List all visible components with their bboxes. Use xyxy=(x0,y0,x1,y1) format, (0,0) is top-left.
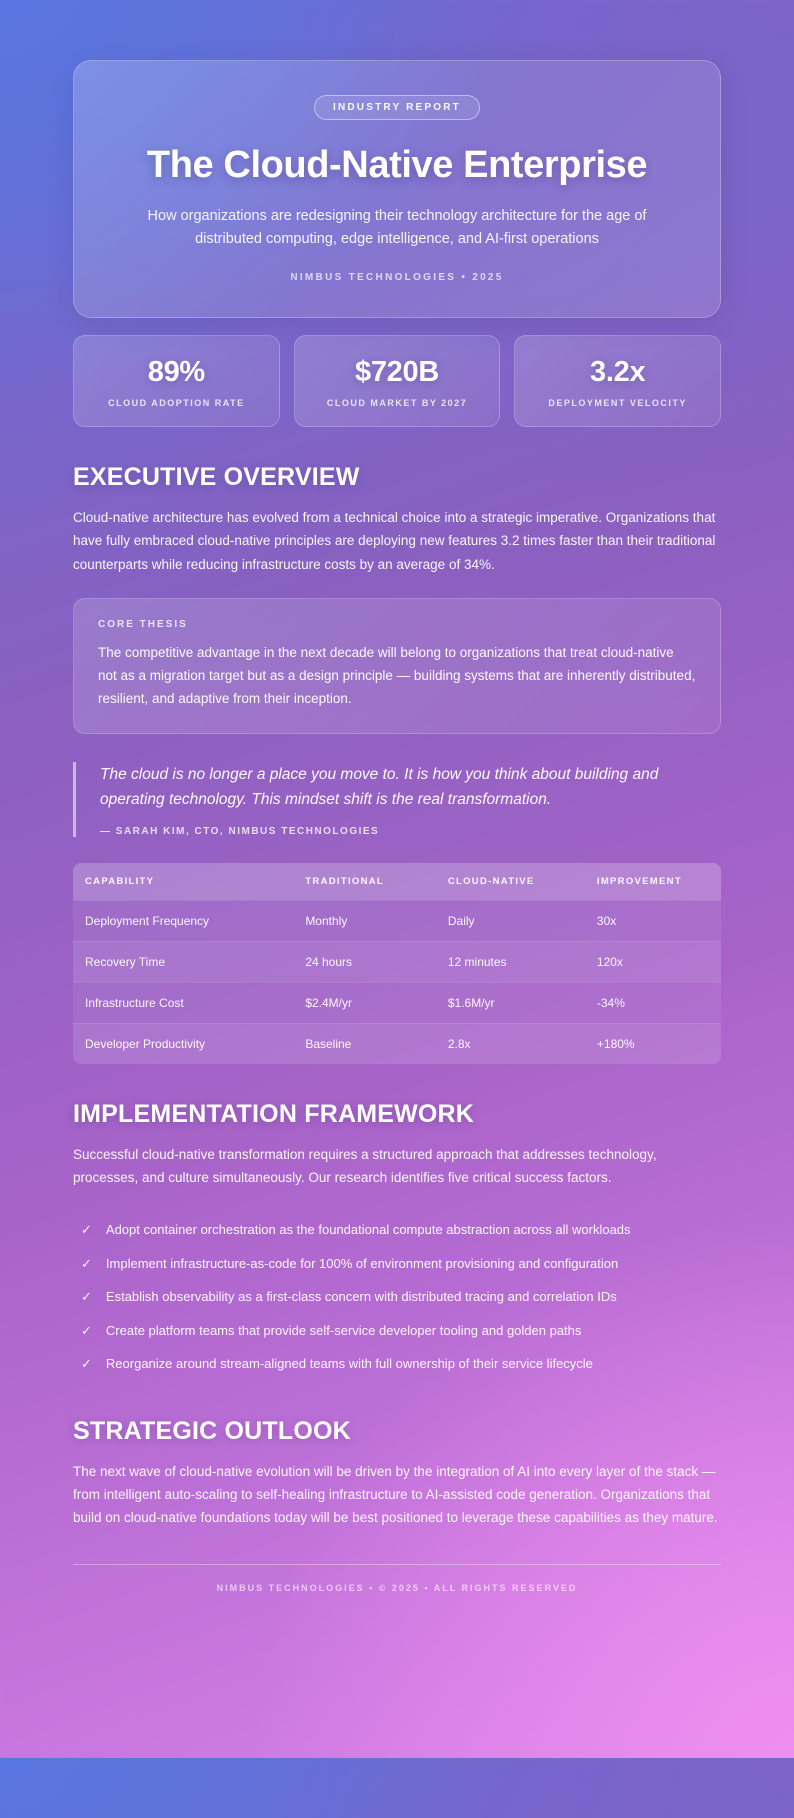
list-item xyxy=(73,1314,721,1348)
list-item-label: Implement infrastructure-as-code for 100% of environment provisioning and configuration xyxy=(105,1255,619,1271)
check-icon: ✓ xyxy=(81,1289,92,1305)
footer-text: NIMBUS TECHNOLOGIES • © 2025 • ALL RIGHTS RESERVED xyxy=(216,1582,578,1593)
table-cell: 30x xyxy=(585,900,721,941)
table-cell: $2.4M/yr xyxy=(293,982,436,1023)
stat-card xyxy=(514,335,721,427)
table-cell: Infrastructure Cost xyxy=(73,982,293,1023)
table-row xyxy=(73,941,721,982)
list-item-label: Adopt container orchestration as the foundational compute abstraction across all workloads xyxy=(105,1222,631,1238)
check-icon: ✓ xyxy=(81,1322,92,1338)
table-cell: +180% xyxy=(585,1023,721,1064)
table-header-cell: IMPROVEMENT xyxy=(585,863,721,901)
hero-subtitle: How organizations are redesigning their technology architecture for the age of distributed computing, edge intelligence, and AI-first operations xyxy=(147,208,647,247)
check-icon: ✓ xyxy=(81,1356,92,1372)
table-header-row xyxy=(73,863,721,901)
pull-quote-text: The cloud is no longer a place you move to. It is how you think about building and operating technology. This mindset shift is the real transformation. xyxy=(100,765,659,808)
check-icon: ✓ xyxy=(81,1255,92,1271)
table-row xyxy=(73,982,721,1023)
stat-card xyxy=(294,335,501,427)
table-cell: Recovery Time xyxy=(73,941,293,982)
stat-label: DEPLOYMENT VELOCITY xyxy=(548,398,687,409)
list-item xyxy=(73,1213,721,1247)
stat-cards xyxy=(73,335,721,427)
hero-organization: NIMBUS TECHNOLOGIES • 2025 xyxy=(290,272,504,284)
hero-card xyxy=(73,60,721,318)
footer-divider xyxy=(73,1564,721,1565)
table-row xyxy=(73,900,721,941)
stat-value: 3.2x xyxy=(590,356,646,389)
list-item xyxy=(73,1347,721,1381)
list-item-label: Reorganize around stream-aligned teams with full ownership of their service lifecycle xyxy=(105,1356,593,1372)
core-thesis-body: The competitive advantage in the next decade will belong to organizations that treat cloud-native not as a migration target but as a design principle — building systems that are inherently distributed, resilient, and adaptive from their inception. xyxy=(98,644,696,706)
list-item-label: Establish observability as a first-class concern with distributed tracing and correlation IDs xyxy=(105,1289,617,1305)
core-thesis-kicker: CORE THESIS xyxy=(98,618,188,630)
table-cell: $1.6M/yr xyxy=(436,982,585,1023)
section-title-executive: EXECUTIVE OVERVIEW xyxy=(73,463,360,492)
stat-value: $720B xyxy=(355,356,439,389)
stat-value: 89% xyxy=(147,356,205,389)
table-header-cell: TRADITIONAL xyxy=(293,863,436,901)
table-row xyxy=(73,1023,721,1064)
comparison-table xyxy=(73,863,721,1064)
table-cell: 24 hours xyxy=(293,941,436,982)
table-cell: -34% xyxy=(585,982,721,1023)
table-cell: 12 minutes xyxy=(436,941,585,982)
outlook-body: The next wave of cloud-native evolution will be driven by the integration of AI into every layer of the stack — from intelligent auto-scaling to self-healing infrastructure to AI-assisted code generation. Organizations that build on cloud-native foundations today will be best positioned to leverage these capabilities as they mature. xyxy=(73,1463,718,1526)
page-title: The Cloud-Native Enterprise xyxy=(146,144,648,186)
stat-label: CLOUD MARKET BY 2027 xyxy=(326,398,468,409)
table-cell: Baseline xyxy=(293,1023,436,1064)
executive-body: Cloud-native architecture has evolved from a technical choice into a strategic imperative. Organizations that have fully embraced cloud-native principles are deploying new features 3.2 times faster than their traditional counterparts while reducing infrastructure costs by an average of 34%. xyxy=(73,510,716,572)
core-thesis-card xyxy=(73,598,721,734)
table-cell: Daily xyxy=(436,900,585,941)
table-cell: Monthly xyxy=(293,900,436,941)
framework-body: Successful cloud-native transformation requires a structured approach that addresses technology, processes, and culture simultaneously. Our research identifies five critical success factors. xyxy=(73,1146,657,1186)
table-cell: Deployment Frequency xyxy=(73,900,293,941)
list-item xyxy=(73,1247,721,1281)
list-item-label: Create platform teams that provide self-service developer tooling and golden paths xyxy=(105,1322,582,1338)
section-title-framework: IMPLEMENTATION FRAMEWORK xyxy=(73,1099,475,1128)
section-title-outlook: STRATEGIC OUTLOOK xyxy=(73,1416,351,1445)
report-page xyxy=(0,60,794,1818)
table-cell: Developer Productivity xyxy=(73,1023,293,1064)
table-cell: 2.8x xyxy=(436,1023,585,1064)
pull-quote-attribution: — SARAH KIM, CTO, NIMBUS TECHNOLOGIES xyxy=(100,825,380,837)
framework-checklist xyxy=(73,1213,721,1381)
list-item xyxy=(73,1280,721,1314)
check-icon: ✓ xyxy=(81,1222,92,1238)
table-cell: 120x xyxy=(585,941,721,982)
pull-quote xyxy=(73,762,721,837)
table-header-cell: CLOUD-NATIVE xyxy=(436,863,585,901)
report-type-badge: INDUSTRY REPORT xyxy=(314,95,480,120)
stat-card xyxy=(73,335,280,427)
stat-label: CLOUD ADOPTION RATE xyxy=(108,398,245,409)
table-header-cell: CAPABILITY xyxy=(73,863,293,901)
